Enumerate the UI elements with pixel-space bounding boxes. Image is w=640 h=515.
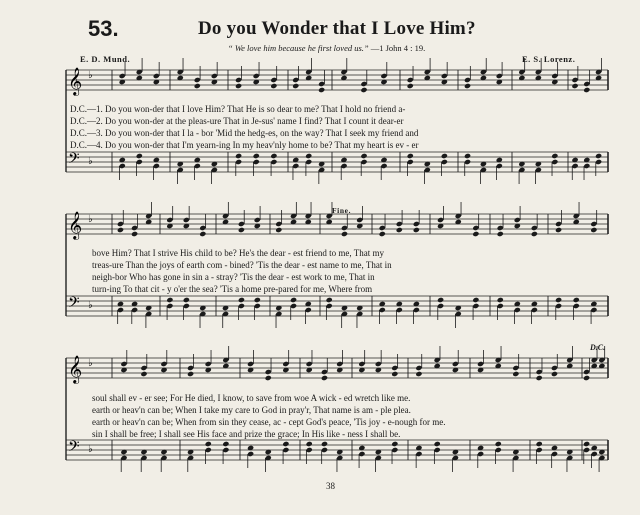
note-head — [253, 153, 260, 159]
note-head — [360, 87, 367, 93]
note-head — [590, 227, 597, 233]
note-head — [290, 297, 297, 303]
note-head — [464, 83, 471, 89]
note-head — [282, 441, 289, 447]
note-head — [254, 297, 261, 303]
note-head — [136, 153, 143, 159]
note-head — [270, 153, 277, 159]
treble-clef-icon: 𝄞 — [68, 211, 83, 239]
note-head — [495, 441, 502, 447]
note-head — [573, 297, 580, 303]
note-head — [497, 231, 504, 237]
treble-clef-icon: 𝄞 — [68, 355, 83, 383]
note-head — [531, 231, 538, 237]
lyric-line: earth or heav'n can be; When from sin they cease, ac - cept God's peace, 'Tis joy - e-nough for me. — [92, 417, 446, 427]
note-head — [238, 227, 245, 233]
note-head — [194, 83, 201, 89]
note-head — [551, 153, 558, 159]
bass-clef-icon: 𝄢 — [68, 150, 80, 171]
note-head — [396, 227, 403, 233]
note-head — [305, 153, 312, 159]
note-head — [321, 441, 328, 447]
lyric-line: bove Him? That I strive His child to be? He's the dear - est friend to me, That my — [92, 248, 384, 258]
note-head — [391, 371, 398, 377]
note-head — [441, 153, 448, 159]
flat-icon: ♭ — [88, 300, 93, 311]
dc-marker: D.C. — [590, 343, 606, 352]
note-head — [391, 441, 398, 447]
note-head — [117, 227, 124, 233]
note-head — [131, 231, 138, 237]
note-head — [434, 441, 441, 447]
fine-marker: Fine. — [332, 206, 352, 215]
hymn-number: 53. — [88, 16, 119, 41]
page-number: 38 — [326, 481, 335, 491]
lyric-line: D.C.—3. Do you won-der that I la - bor 'Mid the hedg-es, on the way? That I seek my friend and — [70, 128, 419, 138]
note-head — [583, 87, 590, 93]
note-head — [270, 83, 277, 89]
note-head — [199, 231, 206, 237]
note-head — [321, 375, 328, 381]
flat-icon: ♭ — [88, 358, 93, 369]
note-head — [536, 375, 543, 381]
bass-clef-icon: 𝄢 — [68, 294, 80, 315]
note-head — [183, 297, 190, 303]
note-head — [222, 441, 229, 447]
note-head — [275, 227, 282, 233]
note-head — [379, 231, 386, 237]
lyric-line: earth or heav'n can be; When I take my care to God in pray'r, That name is am - ple plea. — [92, 405, 411, 415]
epigraph-text: “ We love him because he first loved us.” — [228, 43, 369, 53]
flat-icon: ♭ — [88, 444, 93, 455]
note-head — [415, 371, 422, 377]
author-credit: E. D. Mund. — [80, 54, 131, 64]
note-head — [140, 371, 147, 377]
note-head — [497, 297, 504, 303]
note-head — [187, 371, 194, 377]
lyric-line: D.C.—1. Do you won-der that I love Him? That He is so dear to me? That I hold no friend a- — [70, 104, 406, 114]
note-head — [472, 231, 479, 237]
scripture-reference: —1 John 4 : 19. — [370, 43, 426, 53]
note-head — [555, 297, 562, 303]
note-head — [551, 371, 558, 377]
note-head — [318, 87, 325, 93]
note-head — [583, 375, 590, 381]
note-head — [166, 297, 173, 303]
composer-credit: E. S. Lorenz. — [522, 54, 576, 64]
note-head — [341, 231, 348, 237]
note-head — [238, 297, 245, 303]
note-head — [326, 297, 333, 303]
lyric-line: D.C.—2. Do you won-der at the pleas-ure That in Je-sus' name I find? That I count it dear-er — [70, 116, 404, 126]
note-head — [555, 227, 562, 233]
note-head — [536, 441, 543, 447]
lyric-line: D.C.—4. Do you won-der that I'm yearn-ing In my heav'nly home to be? That my heart is ev - er — [70, 140, 419, 150]
treble-clef-icon: 𝄞 — [68, 67, 83, 95]
note-head — [306, 441, 313, 447]
lyric-line: sin I shall be free; I shall see His face and prize the grace; In His like - ness I shall be. — [92, 429, 401, 439]
note-head — [407, 153, 414, 159]
note-head — [360, 153, 367, 159]
note-head — [235, 83, 242, 89]
note-head — [512, 371, 519, 377]
note-head — [464, 153, 471, 159]
note-head — [583, 441, 590, 447]
note-head — [595, 153, 602, 159]
note-head — [407, 83, 414, 89]
note-head — [413, 227, 420, 233]
note-head — [235, 153, 242, 159]
lyric-line: treas-ure Than the joys of earth com - bined? 'Tis the dear - est name to me, That in — [92, 260, 392, 270]
flat-icon: ♭ — [88, 70, 93, 81]
note-head — [472, 297, 479, 303]
note-head — [205, 441, 212, 447]
note-head — [292, 83, 299, 89]
lyric-line: soul shall ev - er see; For He died, I know, to save from woe A wick - ed wretch like me. — [92, 393, 411, 403]
note-head — [571, 83, 578, 89]
note-head — [437, 297, 444, 303]
lyric-line: neigh-bor Who has gone in sin a - stray? 'Tis the dear - est work to me, That in — [92, 272, 375, 282]
note-head — [265, 375, 272, 381]
flat-icon: ♭ — [88, 214, 93, 225]
hymn-title: Do you Wonder that I Love Him? — [198, 18, 476, 39]
bass-clef-icon: 𝄢 — [68, 438, 80, 459]
lyric-line: turn-ing To that cit - y o'er the sea? 'Tis a home pre-pared for me, Where from — [92, 284, 373, 294]
flat-icon: ♭ — [88, 156, 93, 167]
